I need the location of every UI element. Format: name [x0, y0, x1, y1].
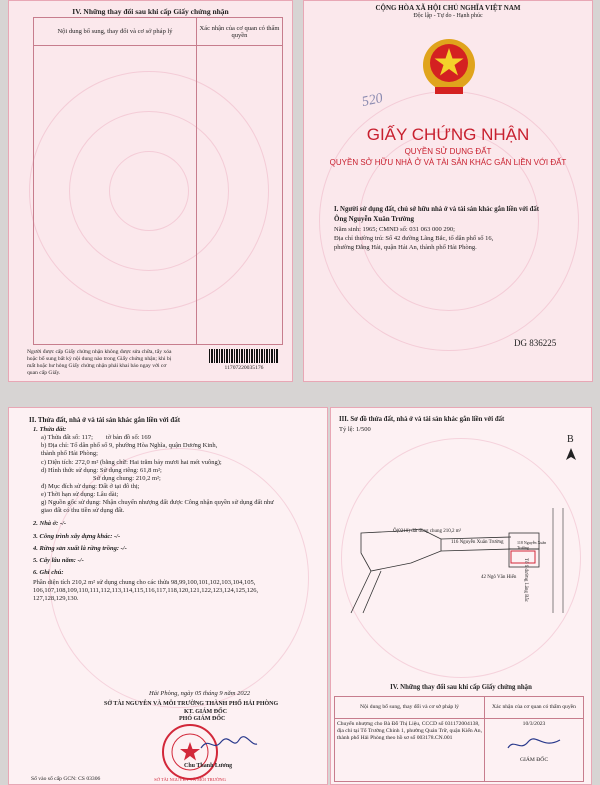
confirmation-date: 10/3/2023: [522, 721, 546, 727]
certificate-page-ii: [8, 407, 328, 785]
note-line-1: Phần diện tích 210,2 m² sử dụng chung cho các thửa 98,99,100,101,102,103,104,105,: [33, 579, 256, 586]
issuing-department: SỞ TÀI NGUYÊN VÀ MÔI TRƯỜNG THÀNH PHỐ HẢI PHÒNG: [104, 701, 279, 707]
owner-line-2: Địa chỉ thường trú: Số 42 đường Lãng Bắc, tổ dân phố số 16,: [334, 235, 494, 242]
change-confirmation: [485, 719, 584, 782]
usage-term: e) Thời hạn sử dụng: Lâu dài;: [41, 491, 119, 498]
signer-name: Chu Thanh Lương: [184, 763, 233, 769]
note-line-2: 106,107,108,109,110,111,112,113,114,115,116,117,118,120,121,122,123,124,125,126,: [33, 587, 259, 595]
parcel-number: a) Thửa đất số: 117;: [41, 434, 93, 442]
change-entry: Chuyển nhượng cho Bà Đỗ Thị Liệu, CCCD số 031172004138, địa chỉ tại Tổ Trường Chinh 1, phường Quán Trữ, quận Kiến An, thành phố Hải Phòng theo hồ sơ số 003178.CN.001: [335, 719, 485, 782]
handwritten-mark: 520: [360, 90, 385, 111]
common-land-label: Ô(0210) đất dùng chung 210,2 m²: [393, 529, 462, 534]
col-header-confirm: Xác nhận của cơ quan có thẩm quyền: [197, 18, 283, 46]
issue-date: Hải Phòng, ngày 05 tháng 9 năm 2022: [149, 690, 251, 697]
map-sheet-number: tờ bản đồ số: 169: [105, 434, 151, 442]
section-iii-title: III. Sơ đồ thửa đất, nhà ở và tài sản khác gắn liền với đất: [339, 416, 505, 423]
certificate-subtitle-2: QUYỀN SỞ HỮU NHÀ Ở VÀ TÀI SẢN KHÁC GẮN LIỀN VỚI ĐẤT: [329, 158, 567, 167]
certificate-subtitle-1: QUYỀN SỬ DỤNG ĐẤT: [404, 147, 492, 156]
note-line-3: 127,128,129,130.: [33, 595, 79, 603]
country-name: CỘNG HÒA XÃ HỘI CHỦ NGHĨA VIỆT NAM: [375, 4, 521, 12]
owner-line-3: phường Đằng Hải, quận Hải An, thành phố Hải Phòng.: [334, 244, 477, 251]
neighbor-label-1: 116 Nguyễn Xuân Trường: [451, 540, 504, 545]
owner-line-1: Năm sinh: 1965; CMND số: 031 063 000 290;: [334, 226, 455, 233]
neighbor-label-2: 118 Nguyễn Xuân Trường: [517, 540, 547, 550]
note-heading: 6. Ghi chú:: [33, 568, 64, 576]
section-i-title: I. Người sử dụng đất, chủ sở hữu nhà ở và tài sản khác gắn liền với đất: [334, 206, 540, 213]
usage-origin: g) Nguồn gốc sử dụng: Nhận chuyển nhượng đất được Công nhận quyền sử dụng đất như: [41, 499, 274, 507]
house-heading: 2. Nhà ở: -/-: [33, 520, 67, 528]
side-road-label: Tổ 9 đường Lãng Bắc: [523, 558, 528, 602]
deputy-director: PHÓ GIÁM ĐỐC: [179, 716, 226, 722]
forest-heading: 4. Rừng sản xuất là rừng trồng: -/-: [33, 544, 127, 552]
signature-icon: [199, 734, 259, 754]
parcel-address-2: thành phố Hải Phòng;: [41, 450, 98, 458]
changes-table-bottom: [334, 696, 584, 782]
barcode-number: 11707220035176: [224, 365, 264, 371]
perennial-heading: 5. Cây lâu năm: -/-: [33, 556, 84, 564]
country-motto: Độc lập - Tự do - Hạnh phúc: [413, 13, 483, 19]
confirmation-role: GIÁM ĐỐC: [519, 756, 549, 763]
map-scale: Tỷ lệ: 1/500: [339, 426, 371, 433]
col-header-content: Nội dung bổ sung, thay đổi và cơ sở pháp lý: [34, 18, 197, 46]
section-ii-title: II. Thửa đất, nhà ở và tài sản khác gắn liền với đất: [29, 416, 181, 424]
construction-heading: 3. Công trình xây dựng khác: -/-: [33, 532, 121, 540]
certificate-page-iii: [330, 407, 592, 785]
stamp-text: SỞ TÀI NGUYÊN VÀ MÔI TRƯỜNG: [154, 777, 226, 782]
registration-number: Số vào sổ cấp GCN: CS 03306: [31, 776, 101, 782]
usage-origin-2: giao đất có thu tiền sử dụng đất.: [41, 507, 125, 515]
owner-name: Ông Nguyễn Xuân Trường: [334, 215, 414, 223]
parcel-area: c) Diện tích: 272,0 m² (bằng chữ: Hai trăm bảy mươi hai mét vuông);: [41, 458, 222, 466]
usage-note: Người được cấp Giấy chứng nhận không được sửa chữa, tẩy xóa hoặc bổ sung bất kỳ nội dung nào trong Giấy chứng nhận; khi bị mất hoặc hư hỏng Giấy chứng nhận phải khai báo ngay với cơ quan cấp Giấy.: [27, 349, 172, 376]
usage-purpose: đ) Mục đích sử dụng: Đất ở tại đô thị;: [41, 482, 140, 490]
national-emblem-icon: [417, 35, 481, 99]
usage-form-2: Sử dụng chung: 210,2 m²;: [93, 474, 161, 482]
parcel-heading: 1. Thửa đất:: [33, 426, 67, 433]
on-behalf-director: KT. GIÁM ĐỐC: [184, 709, 228, 715]
serial-number: DG 836225: [514, 338, 557, 348]
signature-icon: [506, 736, 562, 752]
north-label: B: [567, 434, 574, 445]
neighbor-label-3: 42 Ngô Văn Hiển: [481, 575, 517, 580]
north-arrow-icon: [566, 448, 576, 460]
col-header-confirm: Xác nhận của cơ quan có thẩm quyền: [485, 697, 584, 719]
section-iv-title: IV. Những thay đổi sau khi cấp Giấy chứng nhận: [72, 7, 229, 16]
col-header-content: Nội dung bổ sung, thay đổi và cơ sở pháp lý: [335, 697, 485, 719]
changes-table: [33, 17, 283, 345]
certificate-title: GIẤY CHỨNG NHẬN: [366, 125, 530, 144]
certificate-page-iv-top: [8, 0, 293, 382]
certificate-cover: [303, 0, 593, 382]
section-iv-title-bottom: IV. Những thay đổi sau khi cấp Giấy chứng nhận: [390, 684, 532, 691]
usage-form: d) Hình thức sử dụng: Sử dụng riêng: 61,8 m²;: [41, 466, 162, 474]
parcel-map: [331, 493, 592, 663]
barcode: [209, 349, 279, 363]
parcel-address: b) Địa chỉ: Tổ dân phố số 9, phường Hòa Nghĩa, quận Dương Kinh,: [41, 442, 218, 450]
